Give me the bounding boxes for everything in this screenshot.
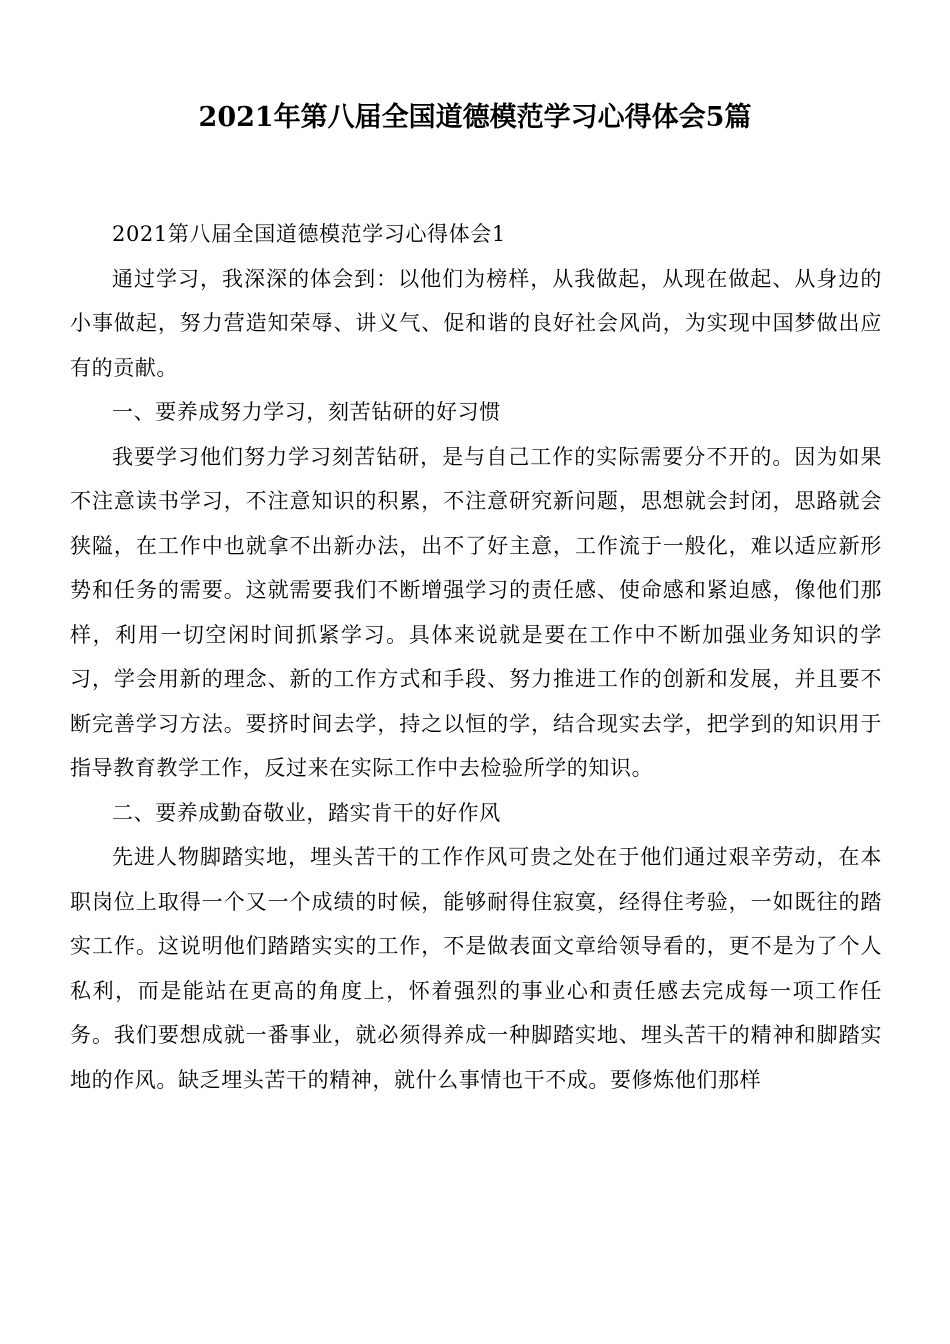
document-body (70, 212, 882, 1102)
section-heading: 一、要养成努力学习，刻苦钻研的好习惯 (112, 400, 501, 424)
document-title: 2021年第八届全国道德模范学习心得体会5篇 (198, 102, 752, 133)
body-paragraph: 我要学习他们努力学习刻苦钻研，是与自己工作的实际需要分不开的。因为如果不注意读书学习，不注意知识的积累，不注意研究新问题，思想就会封闭，思路就会狭隘，在工作中也就拿不出新办法，出不了好主意，工作流于一般化，难以适应新形势和任务的需要。这就需要我们不断增强学习的责任感、使命感和紧迫感，像他们那样，利用一切空闲时间抓紧学习。具体来说就是要在工作中不断加强业务知识的学习，学会用新的理念、新的工作方式和手段、努力推进工作的创新和发展，并且要不断完善学习方法。要挤时间去学，持之以恒的学，结合现实去学，把学到的知识用于指导教育教学工作，反过来在实际工作中去检验所学的知识。 (70, 444, 882, 780)
section-heading: 二、要养成勤奋敬业，踏实肯干的好作风 (112, 800, 501, 825)
body-paragraph: 通过学习，我深深的体会到：以他们为榜样，从我做起，从现在做起、从身边的小事做起，努力营造知荣辱、讲义气、促和谐的良好社会风尚，为实现中国梦做出应有的贡献。 (70, 266, 882, 380)
section-heading: 2021第八届全国道德模范学习心得体会1 (112, 222, 506, 246)
body-paragraph: 先进人物脚踏实地，埋头苦干的工作作风可贵之处在于他们通过艰辛劳动，在本职岗位上取得一个又一个成绩的时候，能够耐得住寂寞，经得住考验，一如既往的踏实工作。这说明他们踏踏实实的工作，不是做表面文章给领导看的，更不是为了个人私利，而是能站在更高的角度上，怀着强烈的事业心和责任感去完成每一项工作任务。我们要想成就一番事业，就必须得养成一种脚踏实地、埋头苦干的精神和脚踏实地的作风。缺乏埋头苦干的精神，就什么事情也干不成。要修炼他们那样 (70, 845, 882, 1092)
